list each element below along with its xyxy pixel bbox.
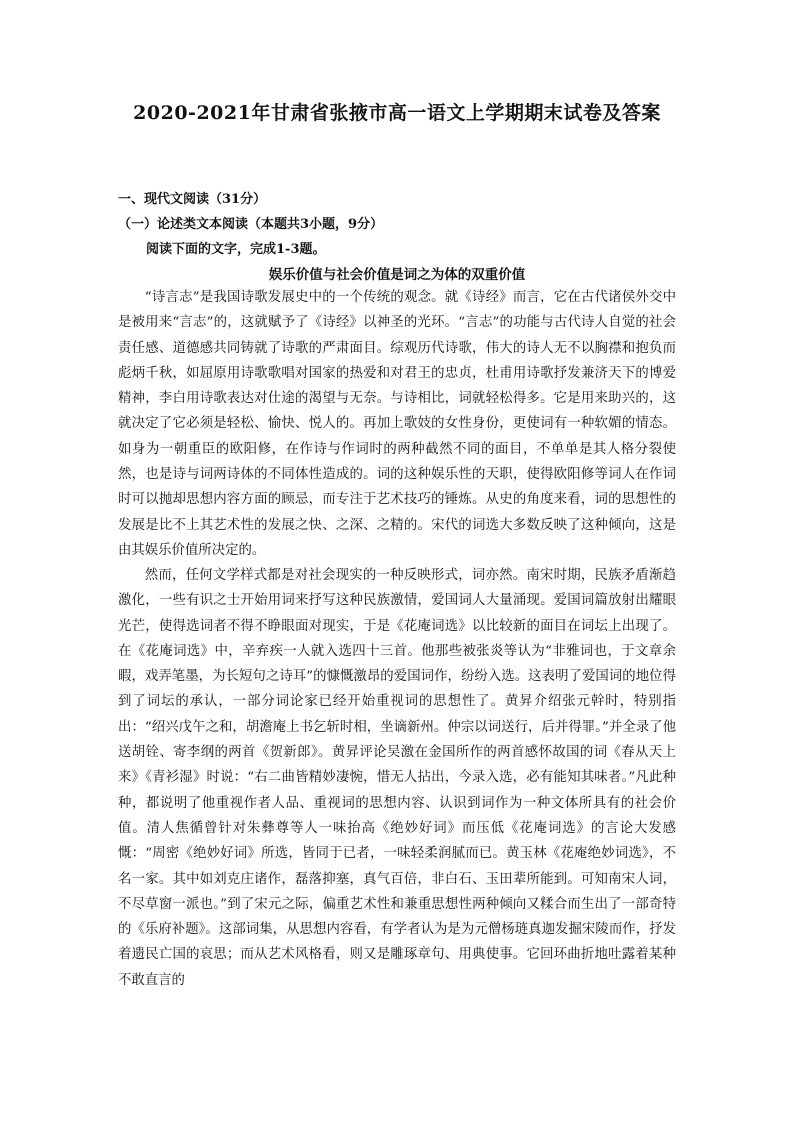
article-title: 娱乐价值与社会价值是词之为体的双重价值 xyxy=(268,267,526,283)
article-paragraph-1 xyxy=(118,285,676,563)
paragraph-text: “诗言志”是我国诗歌发展史中的一个传统的观念。就《诗经》而言，它在古代诸侯外交中是被用来“言志”的，这就赋予了《诗经》以神圣的光环。“言志”的功能与古代诗人自觉的社会责任感、道德感共同铸就了诗歌的严肃面目。综观历代诗歌，伟大的诗人无不以胸襟和抱负而彪炳千秋，如屈原用诗歌歌唱对国家的热爱和对君王的忠贞，杜甫用诗歌抒发兼济天下的博爱精神，李白用诗歌表达对仕途的渴望与无奈。与诗相比，词就轻松得多。它是用来助兴的，这就决定了它必须是轻松、愉快、悦人的。再加上歌妓的女性身份，更使词有一种软媚的情态。如身为一朝重臣的欧阳修，在作诗与作词时的两种截然不同的面目，不单单是其人格分裂使然，也是诗与词两诗体的不同体性造成的。词的这种娱乐性的天职，使得欧阳修等词人在作词时可以抛却思想内容方面的顾忌，而专注于艺术技巧的锤炼。从史的角度来看，词的思想性的发展是比不上其艺术性的发展之快、之深、之精的。宋代的词选大多数反映了这种倾向，这是由其娱乐价值所决定的。 xyxy=(118,290,676,558)
section-heading-modern-reading: 一、现代文阅读（31分） xyxy=(118,192,267,207)
subsection-heading-argumentative-reading: （一）论述类文本阅读（本题共3小题，9分） xyxy=(118,217,384,232)
article-paragraph-2 xyxy=(118,563,676,993)
document-title: 2020-2021年甘肃省张掖市高一语文上学期期末试卷及答案 xyxy=(133,102,661,124)
paragraph-text: 然而，任何文学样式都是对社会现实的一种反映形式，词亦然。南宋时期，民族矛盾渐趋激化，一些有识之士开始用词来抒写这种民族激情，爱国词人大量涌现。爱国词篇放射出耀眼光芒，使得选词者不得不睁眼面对现实，于是《花庵词选》以比较新的面目在词坛上出现了。在《花庵词选》中，辛弃疾一人就入选四十三首。他那些被张炎等认为“非雅词也，于文章余暇，戏弄笔墨，为长短句之诗耳”的慷慨激昂的爱国词作，纷纷入选。这表明了爱国词的地位得到了词坛的承认，一部分词论家已经开始重视词的思想性了。黄昇介绍张元幹时，特别指出：“绍兴戊午之和，胡澹庵上书乞斩时相，坐谪新州。仲宗以词送行，后并得罪。”并全录了他送胡铨、寄李纲的两首《贺新郎》。黄昇评论吴激在金国所作的两首感怀故国的词《春从天上来》《青衫湿》时说：“右二曲皆精妙凄惋，惜无人拈出，今录入选，必有能知其味者。”凡此种种，都说明了他重视作者人品、重视词的思想内容、认识到词作为一种文体所具有的社会价值。清人焦循曾针对朱彝尊等人一味抬高《绝妙好词》而压低《花庵词选》的言论大发感慨：“周密《绝妙好词》所选，皆同于已者，一味轻柔润腻而已。黄玉林《花庵绝妙词选》，不名一家。其中如刘克庄诸作，磊落抑塞，真气百倍，非白石、玉田辈所能到。可知南宋人词，不尽草窗一派也。”到了宋元之际，偏重艺术性和兼重思想性两种倾向又糅合而生出了一部奇特的《乐府补题》。这部词集，从思想内容看，有学者认为是为元僧杨琏真迦发掘宋陵而作，抒发着遗民亡国的哀思；而从艺术风格看，则又是雕琢章句、用典使事。它回环曲折地吐露着某种不敢直言的 xyxy=(118,568,676,988)
reading-instruction: 阅读下面的文字，完成1-3题。 xyxy=(146,242,326,257)
